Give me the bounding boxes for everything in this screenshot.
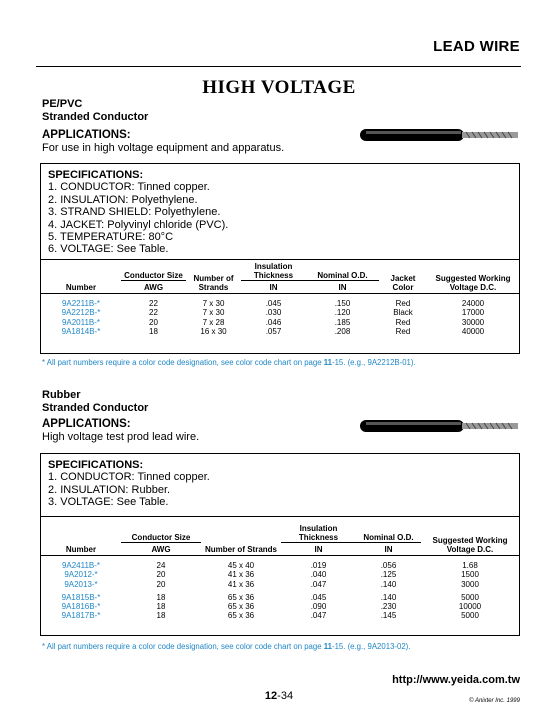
wire-illustration [358,418,520,434]
material-label: Rubber [42,389,81,401]
material-label: PE/PVC [42,98,83,110]
footnote-page: 11 [323,358,332,367]
unit-in: IN [241,281,306,294]
cell: 20 [149,317,158,327]
unit-in: IN [356,543,421,556]
cell: 24000 [461,299,485,308]
cell: .047 [310,611,327,621]
unit-in: IN [306,281,379,294]
table-row [41,611,519,620]
spec-item: 6. VOLTAGE: See Table. [48,243,169,256]
cell: .140 [380,592,397,602]
table-row [41,318,519,327]
applications-block [42,418,199,444]
cell: .125 [380,570,397,580]
construction-label: Stranded Conductor [42,402,149,414]
spec-table [41,262,519,336]
col-insulation: Insulation Thickness [298,524,339,542]
construction-label: Stranded Conductor [42,111,149,123]
cell: .185 [334,317,351,327]
col-number: Number [41,524,121,556]
table-row [41,308,519,317]
cell: .208 [334,326,351,336]
cell: .090 [310,602,327,612]
spec-item: 5. TEMPERATURE: 80°C [48,231,174,244]
cell: .120 [334,308,351,318]
col-voltage: Suggested Working Voltage D.C. [427,262,519,294]
cell: 7 x 30 [202,308,225,318]
part-number: 9A1817B-* [61,611,101,621]
table-row [41,570,519,579]
section-banner: LEAD WIRE [433,38,520,55]
cell: 7 x 28 [202,317,225,327]
cell: Red [395,326,411,336]
cell: 20 [156,579,166,589]
footnote [42,358,416,367]
footnote-text: -15. (e.g., 9A2212B-01). [331,358,416,367]
section-heading [42,98,148,124]
page-title: HIGH VOLTAGE [202,77,356,98]
col-conductor: Conductor Size [131,533,191,542]
cell: 16 x 30 [200,326,227,336]
table-row [41,299,519,308]
part-number: 9A2013-* [64,579,98,589]
header-rule [36,66,521,67]
cell: .140 [380,579,397,589]
cell: .150 [334,299,351,308]
cell: .057 [265,326,282,336]
spec-table [41,524,519,621]
footnote-text: -15. (e.g., 9A2013-02). [331,642,411,651]
cell: 45 x 40 [227,561,255,570]
col-strands: Number of Strands [186,262,241,294]
spec-item: 1. CONDUCTOR: Tinned copper. [48,471,210,484]
part-number: 9A1814B-* [61,326,101,336]
cell: .040 [310,570,327,580]
unit-in: IN [281,543,356,556]
cell: 1.68 [462,561,478,570]
cell: 5000 [461,592,479,602]
cell: .045 [265,299,282,308]
spec-heading: SPECIFICATIONS: [48,169,144,181]
cell: .046 [265,317,282,327]
unit-awg: AWG [121,281,186,294]
cell: 40000 [461,326,485,336]
cell: 65 x 36 [227,592,255,602]
spec-list [41,454,519,509]
part-number: 9A2012-* [64,570,98,580]
specifications-box [40,453,520,636]
table-row [41,602,519,611]
cell: 20 [156,570,166,580]
cell: 65 x 36 [227,611,255,621]
applications-text: High voltage test prod lead wire. [42,431,200,443]
cell: 18 [156,602,166,612]
cell: 10000 [458,602,482,612]
table-row [41,580,519,589]
col-insulation: Insulation Thickness [253,262,294,280]
spec-list [41,164,519,256]
cell: Red [395,299,411,308]
wire-illustration [358,127,520,143]
applications-block [42,129,284,155]
cell: Red [395,317,411,327]
cell: .145 [380,611,397,621]
spec-divider [41,516,519,517]
col-jacket: Jacket Color [379,262,427,294]
cell: 30000 [461,317,485,327]
cell: 7 x 30 [202,299,225,308]
cell: .056 [380,561,397,570]
cell: 18 [156,611,166,621]
footnote [42,642,410,651]
spec-item: 2. INSULATION: Polyethylene. [48,193,198,206]
cell: 18 [149,326,158,336]
applications-label: APPLICATIONS: [42,418,131,430]
cell: .047 [310,579,327,589]
col-od: Nominal O.D. [317,271,368,280]
spec-heading: SPECIFICATIONS: [48,459,144,471]
copyright: © Anixter Inc. 1999 [469,698,520,704]
footnote-text: * All part numbers require a color code designation, see color code chart on page [42,642,324,651]
cell: 1500 [461,570,479,580]
spec-item: 3. VOLTAGE: See Table. [48,496,169,509]
specifications-box [40,163,520,354]
applications-label: APPLICATIONS: [42,129,131,141]
part-number: 9A2211B-* [61,299,101,308]
part-number: 9A2411B-* [61,561,101,570]
cell: .045 [310,592,327,602]
footnote-text: * All part numbers require a color code designation, see color code chart on page [42,358,324,367]
table-row [41,327,519,336]
cell: .230 [380,602,397,612]
website-url[interactable]: http://www.yeida.com.tw [392,674,520,686]
cell: .019 [310,561,327,570]
cell: 22 [149,308,158,318]
part-number: 9A2212B-* [61,308,101,318]
col-od: Nominal O.D. [363,533,414,542]
cell: 41 x 36 [227,570,255,580]
footnote-page: 11 [323,642,332,651]
spec-item: 2. INSULATION: Rubber. [48,483,171,496]
col-voltage: Suggested Working Voltage D.C. [421,524,519,556]
spec-item: 4. JACKET: Polyvinyl chloride (PVC). [48,218,229,231]
cell: .030 [265,308,282,318]
section-heading [42,389,148,415]
table-row [41,561,519,570]
cell: 17000 [461,308,485,318]
page-suffix: -34 [277,690,294,702]
cell: Black [393,308,413,318]
cell: 18 [156,592,166,602]
spec-divider [41,259,519,260]
applications-text: For use in high voltage equipment and apparatus. [42,142,285,154]
part-number: 9A1815B-* [61,592,101,602]
spec-item: 1. CONDUCTOR: Tinned copper. [48,181,210,194]
part-number: 9A1816B-* [61,602,101,612]
col-number: Number [41,262,121,294]
unit-awg: AWG [121,543,201,556]
col-strands: Number of Strands [201,524,281,556]
cell: 41 x 36 [227,579,255,589]
page-prefix: 12 [264,690,278,702]
cell: 22 [149,299,158,308]
col-conductor: Conductor Size [124,271,183,280]
table-row [41,593,519,602]
cell: 65 x 36 [227,602,255,612]
part-number: 9A2011B-* [61,317,101,327]
spec-item: 3. STRAND SHIELD: Polyethylene. [48,206,221,219]
cell: 24 [156,561,166,570]
cell: 3000 [461,579,479,589]
cell: 5000 [461,611,479,621]
